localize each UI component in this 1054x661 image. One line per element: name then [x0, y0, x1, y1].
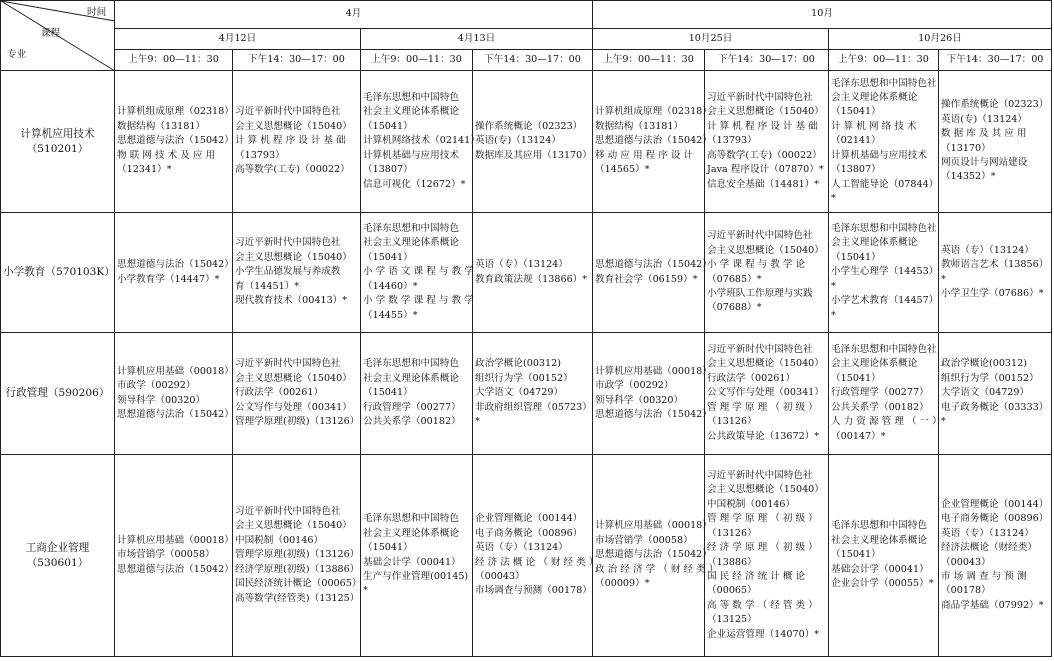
course-line: 物 联 网 技 术 及 应 用: [117, 149, 216, 161]
course-line: 网页设计与网站建设: [941, 156, 1028, 168]
course-line: 会主义理论体系概论: [831, 92, 918, 104]
exam-slot-cell: [361, 333, 473, 455]
course-line: 思想道德与法治（15042）: [117, 259, 234, 271]
course-line: 思想道德与法治（15042）: [595, 549, 712, 561]
course-line: 市 场 调 查 与 预 测: [941, 570, 1027, 582]
course-line: （15041）: [363, 542, 413, 554]
course-line: 习近平新时代中国特色社: [707, 230, 813, 242]
course-line: 行政管理学（00277）: [363, 401, 461, 413]
course-line: （13807）: [363, 164, 413, 176]
course-line: 小学教育学（14447）*: [117, 273, 220, 285]
course-line: 市政学（00292）: [595, 380, 674, 392]
course-line: 市场营销学（00058）: [595, 534, 693, 546]
course-line: （15041）: [363, 251, 413, 263]
exam-slot-cell: [829, 455, 939, 657]
course-line: 思想道德与法治（15042）: [117, 135, 234, 147]
course-line: 移 动 应 用 程 序 设 计: [595, 149, 694, 161]
exam-slot-cell: [829, 213, 939, 333]
time-slot-header: 下午14：30—17：00: [705, 50, 829, 71]
course-line: 人 力 资 源 管 理 （ 一 ）: [831, 416, 942, 428]
course-line: *: [831, 192, 836, 204]
course-line: 数据结构（13181）: [117, 120, 206, 132]
course-line: 计算机组成原理（02318）: [595, 106, 712, 118]
course-line: 信息可视化（12672）*: [363, 178, 466, 190]
course-line: 英语（专）（13124）: [941, 244, 1034, 256]
course-line: 会主义思想概论（15040）: [235, 520, 352, 532]
course-line: 习近平新时代中国特色社: [235, 237, 341, 249]
course-line: 毛泽东思想和中国特色: [363, 358, 459, 370]
course-line: 小学艺术教育（14457）: [831, 295, 939, 307]
major-row: [1, 333, 1052, 455]
course-line: 行政管理学（00277）: [831, 387, 929, 399]
course-line: 电子政务概论（03333）: [941, 401, 1049, 413]
course-line: （15041）: [363, 120, 413, 132]
course-line: 数 据 库 及 其 应 用: [941, 128, 1027, 140]
time-slot-header: 上午9：00—11：30: [593, 50, 705, 71]
course-line: 大学语文（04729）: [475, 387, 564, 399]
course-line: （13793）: [707, 135, 757, 147]
course-line: 计 算 机 程 序 设 计 基 础: [235, 135, 346, 147]
course-line: 计算机组成原理（02318）: [117, 106, 234, 118]
course-line: 市场营销学（00058）: [117, 549, 215, 561]
course-line: 英语（专）（13124）: [475, 259, 568, 271]
course-line: 毛泽东思想和中国特色: [831, 520, 927, 532]
course-line: *: [831, 309, 836, 321]
major-name-cell: [1, 213, 115, 333]
time-slot-header: 下午14：30—17：00: [939, 50, 1052, 71]
course-line: 政治学概论(00312): [941, 358, 1027, 370]
course-line: 英语（专）（13124）: [475, 542, 568, 554]
course-line: 会主义理论体系概论: [831, 358, 918, 370]
corner-header: [1, 1, 115, 71]
course-line: 公共关系学（00182）: [363, 416, 461, 428]
course-line: 小 学 课 程 与 教 学 论: [707, 259, 806, 271]
course-line: （13125）: [707, 614, 757, 626]
course-line: 习近平新时代中国特色社: [235, 506, 341, 518]
course-line: 社会主义理论体系概论: [363, 106, 459, 118]
course-line: 经济学原理(初级)（13886）: [235, 563, 360, 575]
course-line: 思想道德与法治（15042）: [595, 135, 712, 147]
course-line: 教育政策法规（13866）*: [475, 273, 588, 285]
course-line: 会主义思想概论（15040）: [235, 251, 352, 263]
course-line: 操作系统概论（02323）: [941, 99, 1049, 111]
course-line: 计 算 机 程 序 设 计 基 础: [707, 120, 818, 132]
course-line: 电子商务概论（00896）: [475, 527, 583, 539]
course-line: 管理学原理(初级)（13126）: [235, 416, 360, 428]
exam-slot-cell: [361, 455, 473, 657]
course-line: 经 济 学 原 理 （ 初 级 ）: [707, 542, 818, 554]
date-header: 10月25日: [593, 29, 829, 50]
course-line: 小学卫生学（07686）*: [941, 287, 1044, 299]
course-line: 公文写作与处理（00341）: [707, 387, 824, 399]
course-line: 国民经济统计概论（00065）: [235, 578, 362, 590]
course-line: （13886）: [707, 556, 757, 568]
course-line: 习近平新时代中国特色社: [707, 344, 813, 356]
course-line: 非政府组织管理（05723）: [475, 401, 592, 413]
corner-course-label: 课程: [41, 28, 61, 39]
major-name-line: 小学教育（570103K）: [3, 266, 115, 278]
exam-slot-cell: [593, 455, 719, 657]
course-line: （14455）*: [363, 309, 418, 321]
course-line: 生产与作业管理(00145): [363, 570, 469, 582]
course-line: *: [363, 585, 368, 597]
course-line: 现代教育技术（00413）*: [235, 295, 348, 307]
major-row: [1, 71, 1052, 213]
exam-slot-cell: [829, 333, 942, 455]
course-line: 企业管理概论（00144）: [941, 498, 1049, 510]
course-line: 社会主义理论体系概论: [363, 237, 459, 249]
course-line: （07685）*: [707, 273, 762, 285]
course-line: 教师语言艺术（13856）: [941, 259, 1049, 271]
course-line: 市政学（00292）: [117, 380, 196, 392]
course-line: 数据结构（13181）: [595, 120, 684, 132]
course-line: 商品学基础（07992）*: [941, 599, 1044, 611]
course-line: 管理学原理(初级)（13126）: [235, 549, 360, 561]
course-line: 小 学 语 文 课 程 与 教 学: [363, 266, 474, 278]
course-line: 公共政策导论（13672）*: [707, 430, 820, 442]
course-line: （13807）: [831, 164, 881, 176]
course-line: 小 学 数 学 课 程 与 教 学: [363, 295, 474, 307]
date-header-row: [1, 29, 1052, 50]
course-line: 组织行为学（00152）: [941, 372, 1039, 384]
exam-slot-cell: [939, 71, 1052, 213]
course-line: *: [475, 416, 480, 428]
course-line: 计算机基础与应用技术: [363, 149, 459, 161]
course-line: 计算机基础与应用技术: [831, 149, 927, 161]
exam-slot-cell: [705, 333, 829, 455]
time-slot-header: 上午9：00—11：30: [115, 50, 233, 71]
course-line: 习近平新时代中国特色社: [707, 470, 813, 482]
course-line: 计算机应用基础（00018）: [117, 365, 234, 377]
exam-slot-cell: [593, 333, 712, 455]
course-line: 企业会计学（00055）*: [831, 578, 934, 590]
course-line: 高 等 数 学 （ 经 管 类 ）: [707, 599, 818, 611]
course-line: 企业管理概论（00144）: [475, 513, 583, 525]
course-line: 电子商务概论（00896）: [941, 513, 1049, 525]
course-line: Java 程序设计（07870）*: [707, 164, 824, 176]
course-line: 思想道德与法治（15042）: [595, 408, 712, 420]
course-line: （15041）: [831, 372, 881, 384]
exam-slot-cell: [115, 333, 233, 455]
course-line: （13793）: [235, 149, 285, 161]
course-line: 会主义思想概论（15040）: [707, 484, 824, 496]
course-line: （15041）: [831, 251, 881, 263]
course-line: 毛泽东思想和中国特色: [363, 513, 459, 525]
course-line: 信息安全基础（14481）*: [707, 178, 820, 190]
month-header-october: 10月: [593, 1, 1052, 29]
course-line: 小学班队工作原理与实践: [707, 287, 813, 299]
course-line: *: [831, 280, 836, 292]
course-line: 经 济 法 概 论 （ 财 经 类 ）: [475, 556, 599, 568]
course-line: 社会主义理论体系概论: [831, 534, 927, 546]
course-line: 小学生品德发展与养成教: [235, 266, 341, 278]
course-line: *: [941, 273, 946, 285]
course-line: 数据库及其应用（13170）: [475, 149, 592, 161]
course-line: 公文写作与处理（00341）: [235, 401, 352, 413]
course-line: 组织行为学（00152）: [475, 372, 573, 384]
course-line: 中国税制（00146）: [707, 498, 796, 510]
course-line: 基础会计学（00041）: [363, 556, 461, 568]
exam-slot-cell: [361, 213, 473, 333]
exam-slot-cell: [939, 455, 1052, 657]
course-line: 管 理 学 原 理 （ 初 级 ）: [707, 513, 818, 525]
exam-slot-cell: [473, 333, 593, 455]
course-line: （14352）*: [941, 171, 996, 183]
major-name-cell: [1, 71, 115, 213]
major-row: [1, 455, 1052, 657]
course-line: 行政法学（00261）: [707, 372, 796, 384]
course-line: 思想道德与法治（15042）: [117, 563, 234, 575]
course-line: （14565）*: [595, 164, 650, 176]
exam-slot-cell: [115, 455, 233, 657]
course-line: 高等数学(工专)（00022）: [707, 149, 822, 161]
major-name-cell: [1, 333, 115, 455]
exam-slot-cell: [473, 71, 593, 213]
course-line: 基础会计学（00041）: [831, 563, 929, 575]
course-line: （00009）*: [595, 578, 650, 590]
course-line: 政 治 经 济 学 （ 财 经 类 ）: [595, 563, 719, 575]
course-line: （13170）: [941, 142, 991, 154]
course-line: （13126）: [707, 527, 757, 539]
course-line: （07688）*: [707, 302, 762, 314]
time-slot-row: [1, 50, 1052, 71]
course-line: 高等数学(经管类)（13125）: [235, 592, 360, 604]
major-name-line: 行政管理（590206）: [5, 387, 110, 399]
course-line: 行政法学（00261）: [235, 387, 324, 399]
course-line: 计算机应用基础（00018）: [595, 520, 712, 532]
course-line: 国 民 经 济 统 计 概 论: [707, 570, 806, 582]
month-header-april: 4月: [115, 1, 593, 29]
major-name-cell: [1, 455, 115, 657]
course-line: 计 算 机 网 络 技 术: [831, 120, 917, 132]
corner-time-label: 时间: [87, 7, 107, 18]
course-line: 市场调查与预测（00178）: [475, 585, 592, 597]
date-header: 4月13日: [361, 29, 593, 50]
exam-slot-cell: [473, 213, 593, 333]
exam-slot-cell: [705, 455, 829, 657]
course-line: 公共关系学（00182）: [831, 401, 929, 413]
exam-slot-cell: [939, 213, 1052, 333]
course-line: 英语（专）（13124）: [941, 527, 1034, 539]
course-line: *: [941, 416, 946, 428]
course-line: 毛泽东思想和中国特色社: [831, 77, 937, 89]
course-line: 英语(专)（13124）: [475, 135, 561, 147]
exam-slot-cell: [233, 333, 361, 455]
corner-major-label: 专业: [7, 49, 27, 60]
course-line: 会主义思想概论（15040）: [235, 120, 352, 132]
exam-slot-cell: [473, 455, 599, 657]
course-line: 大学语文（04729）: [941, 387, 1030, 399]
course-line: 社会主义理论体系概论: [363, 372, 459, 384]
exam-slot-cell: [361, 71, 480, 213]
course-line: 习近平新时代中国特色社: [235, 106, 341, 118]
month-header-row: [1, 1, 1052, 29]
major-row: [1, 213, 1052, 333]
course-line: （12341）*: [117, 164, 172, 176]
course-line: （00043）: [475, 570, 525, 582]
course-line: 毛泽东思想和中国特色: [363, 92, 459, 104]
course-line: 计算机网络技术（02141）: [363, 135, 480, 147]
course-line: 管 理 学 原 理 （ 初 级 ）: [707, 401, 818, 413]
course-line: 思想道德与法治（15042）: [117, 408, 234, 420]
exam-slot-cell: [939, 333, 1052, 455]
course-line: （15041）: [363, 387, 413, 399]
exam-slot-cell: [115, 71, 233, 213]
course-line: 社会主义理论体系概论: [363, 527, 459, 539]
exam-slot-cell: [593, 213, 712, 333]
course-line: 会主义思想概论（15040）: [707, 106, 824, 118]
course-line: （00043）: [941, 556, 991, 568]
course-line: （00147）*: [831, 430, 886, 442]
course-line: 习近平新时代中国特色社: [235, 358, 341, 370]
course-line: （00065）: [707, 585, 757, 597]
date-header: 10月26日: [829, 29, 1052, 50]
course-line: （14460）*: [363, 280, 418, 292]
major-name-line: （510201）: [26, 142, 89, 155]
course-line: 政治学概论(00312): [475, 358, 561, 370]
time-slot-header: 下午14：30—17：00: [233, 50, 361, 71]
course-line: 会主义思想概论（15040）: [235, 372, 352, 384]
exam-slot-cell: [593, 71, 712, 213]
course-line: 计算机应用基础（00018）: [595, 365, 712, 377]
exam-slot-cell: [233, 455, 361, 657]
course-line: 经济法概论（财经类）: [941, 542, 1037, 554]
course-line: 计算机应用基础（00018）: [117, 534, 234, 546]
course-line: （15041）: [831, 106, 881, 118]
course-line: （15041）: [831, 549, 881, 561]
time-slot-header: 下午14：30—17：00: [473, 50, 593, 71]
course-line: 教育社会学（06159）*: [595, 273, 698, 285]
course-line: 思想道德与法治（15042）: [595, 259, 712, 271]
time-slot-header: 上午9：00—11：30: [361, 50, 473, 71]
course-line: 毛泽东思想和中国特色社: [831, 223, 937, 235]
course-line: 会主义思想概论（15040）: [707, 244, 824, 256]
time-slot-header: 上午9：00—11：30: [829, 50, 939, 71]
course-line: 毛泽东思想和中国特色: [363, 223, 459, 235]
course-line: 领导科学（00320）: [595, 394, 684, 406]
course-line: 操作系统概论（02323）: [475, 120, 583, 132]
course-line: 习近平新时代中国特色社: [707, 92, 813, 104]
course-line: 高等数学(工专)（00022）: [235, 164, 350, 176]
course-line: 英语(专)（13124）: [941, 113, 1027, 125]
exam-slot-cell: [115, 213, 233, 333]
exam-slot-cell: [829, 71, 939, 213]
course-line: 毛泽东思想和中国特色社: [831, 344, 937, 356]
major-name-line: 计算机应用技术: [20, 127, 95, 140]
course-line: 领导科学（00320）: [117, 394, 206, 406]
course-line: 中国税制（00146）: [235, 534, 324, 546]
course-line: 小学生心理学（14453）: [831, 266, 939, 278]
exam-slot-cell: [233, 213, 361, 333]
course-line: 企业运营管理（14070）*: [707, 628, 820, 640]
course-line: （00178）: [941, 585, 991, 597]
course-line: （13126）: [707, 416, 757, 428]
exam-slot-cell: [705, 71, 829, 213]
course-line: 人工智能导论（07844）: [831, 178, 939, 190]
major-name-line: 工商企业管理（530601）: [25, 541, 90, 569]
course-line: （02141）: [831, 135, 881, 147]
date-header: 4月12日: [115, 29, 361, 50]
exam-slot-cell: [233, 71, 361, 213]
course-line: 育（14451）*: [235, 280, 300, 292]
exam-slot-cell: [705, 213, 829, 333]
course-line: 会主义思想概论（15040）: [707, 358, 824, 370]
course-line: 会主义理论体系概论: [831, 237, 918, 249]
